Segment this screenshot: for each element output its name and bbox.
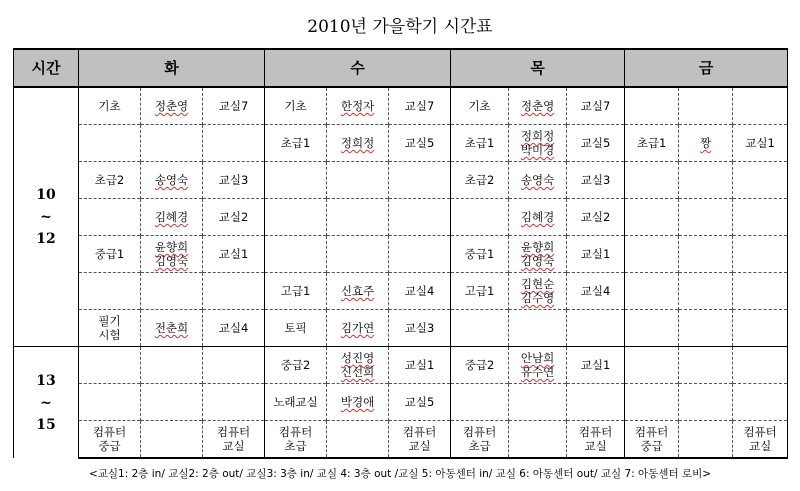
timetable xyxy=(13,48,788,459)
cell-text: 컴퓨터 중급 xyxy=(634,425,669,453)
cell-text: 교실1 xyxy=(580,358,611,372)
cell-text: 컴퓨터 교실 xyxy=(743,425,777,453)
cell-tue-teacher xyxy=(141,236,203,273)
cell-text: 초급1 xyxy=(464,136,495,150)
cell-text: 박경애 xyxy=(340,395,375,409)
cell-fri-teacher xyxy=(679,384,733,421)
cell-fri-class xyxy=(625,236,679,273)
timetable-row xyxy=(14,87,788,125)
cell-text: 교실1 xyxy=(404,358,435,372)
cell-text: 중급1 xyxy=(464,247,495,261)
cell-wed-teacher xyxy=(327,87,389,125)
cell-text: 교실7 xyxy=(218,99,249,113)
cell-wed-room xyxy=(389,384,451,421)
cell-thu-teacher xyxy=(509,125,567,162)
cell-tue-class xyxy=(79,199,141,236)
cell-text: 교실1 xyxy=(580,247,611,261)
cell-tue-teacher xyxy=(141,125,203,162)
cell-fri-teacher xyxy=(679,236,733,273)
cell-wed-teacher xyxy=(327,199,389,236)
timetable-row xyxy=(14,421,788,459)
cell-fri-teacher xyxy=(679,125,733,162)
cell-text: 정춘영 xyxy=(520,99,555,113)
cell-tue-teacher xyxy=(141,310,203,347)
cell-wed-class xyxy=(265,347,327,384)
cell-tue-room xyxy=(203,125,265,162)
cell-text: 정춘영 xyxy=(154,99,189,113)
cell-text: 중급2 xyxy=(280,358,311,372)
cell-wed-class xyxy=(265,273,327,310)
cell-thu-class xyxy=(451,87,509,125)
cell-fri-teacher xyxy=(679,421,733,459)
cell-thu-room xyxy=(567,273,625,310)
cell-fri-class xyxy=(625,347,679,384)
cell-tue-teacher xyxy=(141,384,203,421)
cell-text: 기초 xyxy=(284,99,307,113)
cell-text: 김혜경 xyxy=(520,210,555,224)
cell-thu-teacher xyxy=(509,87,567,125)
cell-text: 교실1 xyxy=(218,247,249,261)
time-range-start: 13 xyxy=(36,372,56,389)
cell-thu-room xyxy=(567,310,625,347)
cell-fri-room xyxy=(733,421,788,459)
cell-tue-room xyxy=(203,199,265,236)
header-time: 시간 xyxy=(14,49,79,87)
header-tuesday: 화 xyxy=(79,49,265,87)
cell-tue-teacher xyxy=(141,273,203,310)
cell-thu-class xyxy=(451,273,509,310)
cell-text: 교실7 xyxy=(404,99,435,113)
cell-text: 교실2 xyxy=(218,210,249,224)
time-range-end: 15 xyxy=(36,416,56,433)
cell-text: 정희정 xyxy=(340,136,375,150)
cell-wed-teacher xyxy=(327,384,389,421)
cell-wed-teacher xyxy=(327,162,389,199)
cell-wed-class xyxy=(265,236,327,273)
cell-thu-room xyxy=(567,347,625,384)
cell-text: 컴퓨터 초급 xyxy=(278,425,313,453)
cell-fri-class xyxy=(625,384,679,421)
cell-tue-class xyxy=(79,273,141,310)
cell-text: 송영숙 xyxy=(520,173,555,187)
cell-wed-room xyxy=(389,236,451,273)
cell-wed-class xyxy=(265,125,327,162)
timetable-row xyxy=(14,125,788,162)
cell-thu-room xyxy=(567,87,625,125)
cell-wed-room xyxy=(389,125,451,162)
cell-text: 짱 xyxy=(700,136,712,150)
cell-tue-room xyxy=(203,273,265,310)
cell-text: 김현순 김수영 xyxy=(520,277,555,305)
cell-fri-class xyxy=(625,273,679,310)
cell-wed-class xyxy=(265,162,327,199)
cell-tue-class xyxy=(79,384,141,421)
cell-wed-teacher xyxy=(327,347,389,384)
cell-text: 중급1 xyxy=(94,247,125,261)
cell-text: 기초 xyxy=(98,99,121,113)
cell-text: 윤향희 김영숙 xyxy=(520,240,555,268)
cell-fri-room xyxy=(733,199,788,236)
cell-thu-class xyxy=(451,125,509,162)
timetable-row xyxy=(14,347,788,384)
cell-text: 교실2 xyxy=(580,210,611,224)
cell-text: 초급1 xyxy=(280,136,311,150)
cell-tue-room xyxy=(203,421,265,459)
cell-thu-room xyxy=(567,125,625,162)
cell-wed-class xyxy=(265,199,327,236)
header-wednesday: 수 xyxy=(265,49,451,87)
cell-wed-room xyxy=(389,87,451,125)
cell-thu-class xyxy=(451,162,509,199)
cell-text: 중급2 xyxy=(464,358,495,372)
cell-tue-class xyxy=(79,125,141,162)
cell-thu-room xyxy=(567,236,625,273)
cell-text: 성진영 신선희 xyxy=(340,351,375,379)
timetable-row xyxy=(14,310,788,347)
cell-thu-teacher xyxy=(509,310,567,347)
cell-wed-class xyxy=(265,384,327,421)
cell-tue-room xyxy=(203,347,265,384)
cell-thu-class xyxy=(451,421,509,459)
cell-text: 컴퓨터 초급 xyxy=(462,425,497,453)
cell-fri-class xyxy=(625,125,679,162)
cell-fri-class xyxy=(625,199,679,236)
cell-fri-teacher xyxy=(679,162,733,199)
cell-text: 정희정 박미경 xyxy=(520,129,555,157)
header-thursday: 목 xyxy=(451,49,625,87)
cell-wed-teacher xyxy=(327,421,389,459)
time-range-end: 12 xyxy=(36,231,56,247)
cell-text: 신효주 xyxy=(340,284,375,298)
cell-tue-teacher xyxy=(141,87,203,125)
cell-tue-room xyxy=(203,236,265,273)
cell-thu-teacher xyxy=(509,421,567,459)
cell-fri-room xyxy=(733,162,788,199)
cell-fri-room xyxy=(733,87,788,125)
cell-text: 교실5 xyxy=(404,395,435,409)
time-range-second xyxy=(14,347,79,459)
cell-tue-room xyxy=(203,384,265,421)
cell-wed-teacher xyxy=(327,236,389,273)
cell-wed-class xyxy=(265,310,327,347)
cell-wed-room xyxy=(389,162,451,199)
timetable-row xyxy=(14,199,788,236)
header-friday: 금 xyxy=(625,49,788,87)
cell-text: 한정자 xyxy=(340,99,375,113)
cell-tue-class xyxy=(79,421,141,459)
cell-tue-class xyxy=(79,310,141,347)
cell-wed-room xyxy=(389,347,451,384)
page-title: 2010년 가을학기 시간표 xyxy=(307,17,493,37)
cell-text: 토픽 xyxy=(284,321,307,335)
time-range-first xyxy=(14,87,79,347)
cell-text: 교실4 xyxy=(218,321,249,335)
cell-text: 컴퓨터 교실 xyxy=(402,425,437,453)
cell-text: 교실3 xyxy=(580,173,611,187)
timetable-row xyxy=(14,273,788,310)
cell-text: 컴퓨터 중급 xyxy=(92,425,127,453)
cell-text: 초급2 xyxy=(94,173,125,187)
cell-thu-teacher xyxy=(509,236,567,273)
cell-text: 전춘희 xyxy=(154,321,189,335)
cell-text: 교실4 xyxy=(404,284,435,298)
cell-fri-class xyxy=(625,310,679,347)
cell-wed-teacher xyxy=(327,310,389,347)
cell-thu-teacher xyxy=(509,199,567,236)
time-range-sep: ~ xyxy=(40,394,52,411)
cell-tue-room xyxy=(203,310,265,347)
cell-tue-room xyxy=(203,87,265,125)
cell-text: 필기 시험 xyxy=(98,314,121,342)
classroom-legend: <교실1: 2층 in/ 교실2: 2층 out/ 교실3: 3층 in/ 교실 4: 3층 out /교실 5: 아동센터 in/ 교실 6: 아동센터 out/ 교실 7: 아동센터 로비> xyxy=(88,468,712,480)
cell-tue-teacher xyxy=(141,421,203,459)
cell-fri-teacher xyxy=(679,310,733,347)
cell-tue-class xyxy=(79,87,141,125)
cell-text: 교실4 xyxy=(580,284,611,298)
cell-text: 교실5 xyxy=(580,136,611,150)
timetable-row xyxy=(14,236,788,273)
timetable-row xyxy=(14,162,788,199)
cell-text: 컴퓨터 교실 xyxy=(216,425,251,453)
cell-tue-teacher xyxy=(141,162,203,199)
cell-thu-class xyxy=(451,310,509,347)
cell-thu-room xyxy=(567,199,625,236)
cell-thu-class xyxy=(451,236,509,273)
cell-text: 초급2 xyxy=(464,173,495,187)
cell-wed-room xyxy=(389,310,451,347)
cell-text: 윤향희 김영숙 xyxy=(154,240,189,268)
cell-wed-teacher xyxy=(327,273,389,310)
cell-text: 노래교실 xyxy=(273,395,318,409)
cell-tue-teacher xyxy=(141,199,203,236)
cell-text: 교실1 xyxy=(745,136,775,150)
cell-thu-class xyxy=(451,199,509,236)
cell-tue-class xyxy=(79,347,141,384)
cell-thu-teacher xyxy=(509,162,567,199)
cell-text: 기초 xyxy=(468,99,491,113)
cell-wed-class xyxy=(265,87,327,125)
cell-wed-room xyxy=(389,421,451,459)
cell-text: 컴퓨터 교실 xyxy=(578,425,613,453)
cell-thu-room xyxy=(567,162,625,199)
cell-wed-room xyxy=(389,199,451,236)
cell-thu-teacher xyxy=(509,384,567,421)
cell-fri-room xyxy=(733,273,788,310)
cell-thu-teacher xyxy=(509,273,567,310)
cell-wed-class xyxy=(265,421,327,459)
cell-tue-class xyxy=(79,236,141,273)
cell-text: 송영숙 xyxy=(154,173,189,187)
cell-text: 교실7 xyxy=(580,99,611,113)
cell-thu-class xyxy=(451,347,509,384)
cell-tue-teacher xyxy=(141,347,203,384)
time-range-start: 10 xyxy=(36,187,56,203)
cell-fri-teacher xyxy=(679,347,733,384)
cell-fri-teacher xyxy=(679,87,733,125)
cell-fri-room xyxy=(733,125,788,162)
cell-fri-room xyxy=(733,347,788,384)
cell-fri-class xyxy=(625,162,679,199)
cell-text: 고급1 xyxy=(280,284,311,298)
cell-fri-class xyxy=(625,421,679,459)
cell-wed-room xyxy=(389,273,451,310)
cell-text: 교실3 xyxy=(404,321,435,335)
cell-text: 김혜경 xyxy=(154,210,189,224)
cell-thu-room xyxy=(567,421,625,459)
cell-text: 안남희 유수연 xyxy=(520,351,555,379)
cell-thu-teacher xyxy=(509,347,567,384)
cell-wed-teacher xyxy=(327,125,389,162)
cell-fri-teacher xyxy=(679,199,733,236)
cell-thu-class xyxy=(451,384,509,421)
cell-tue-room xyxy=(203,162,265,199)
cell-text: 교실3 xyxy=(218,173,249,187)
cell-text: 초급1 xyxy=(636,136,667,150)
timetable-row xyxy=(14,384,788,421)
cell-fri-room xyxy=(733,310,788,347)
cell-fri-teacher xyxy=(679,273,733,310)
cell-thu-room xyxy=(567,384,625,421)
cell-text: 고급1 xyxy=(464,284,495,298)
time-range-sep: ~ xyxy=(40,209,52,225)
cell-fri-room xyxy=(733,236,788,273)
cell-fri-class xyxy=(625,87,679,125)
cell-tue-class xyxy=(79,162,141,199)
cell-text: 김가연 xyxy=(340,321,375,335)
cell-text: 교실5 xyxy=(404,136,435,150)
cell-fri-room xyxy=(733,384,788,421)
